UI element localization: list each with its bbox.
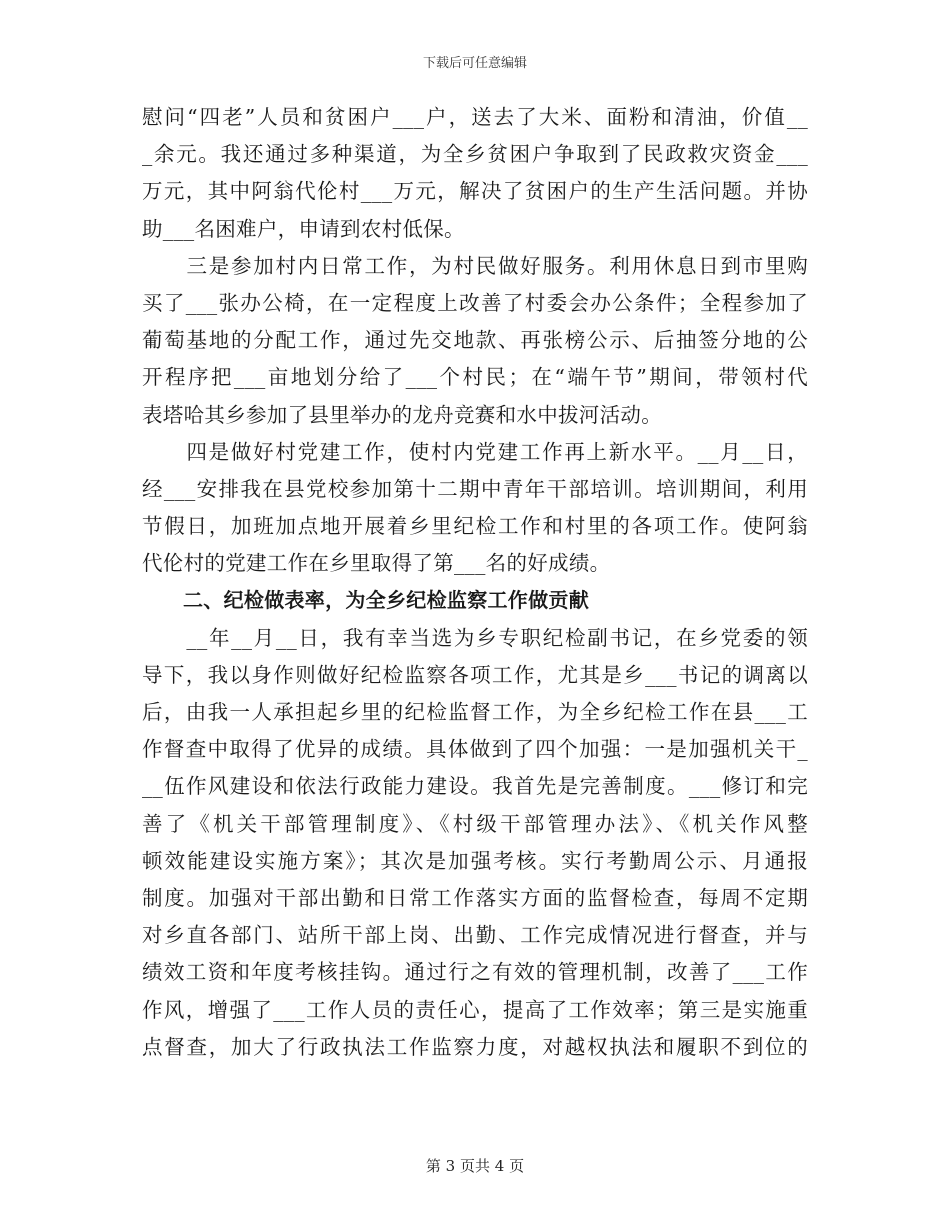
text-line: 三是参加村内日常工作，为村民做好服务。利用休息日到市里购 <box>142 253 808 278</box>
text-line: 顿效能建设实施方案》；其次是加强考核。实行考勤周公示、月通报 <box>142 848 808 873</box>
text-line: 万元，其中阿翁代伦村___万元，解决了贫困户的生产生活问题。并协 <box>142 179 808 204</box>
text-line: 慰问“四老”人员和贫困户___户，送去了大米、面粉和清油，价值__ <box>142 105 808 129</box>
text-line: __伍作风建设和依法行政能力建设。我首先是完善制度。___修订和完 <box>142 774 808 799</box>
text-line: 对乡直各部门、站所干部上岗、出勤、工作完成情况进行督查，并与 <box>142 923 808 948</box>
text-line: 代伦村的党建工作在乡里取得了第___名的好成绩。 <box>142 551 611 576</box>
text-line: 点督查，加大了行政执法工作监察力度，对越权执法和履职不到位的 <box>142 1034 808 1059</box>
text-line: 四是做好村党建工作，使村内党建工作再上新水平。__月__日， <box>142 439 808 464</box>
text-line: __年__月__日，我有幸当选为乡专职纪检副书记，在乡党委的领 <box>142 625 808 650</box>
text-line: 经___安排我在县党校参加第十二期中青年干部培训。培训期间，利用 <box>142 476 808 501</box>
page-footer: 第 3 页共 4 页 <box>425 1157 525 1175</box>
text-line: 葡萄基地的分配工作，通过先交地款、再张榜公示、后抽签分地的公 <box>142 328 808 353</box>
text-line: 导下，我以身作则做好纪检监察各项工作，尤其是乡___书记的调离以 <box>142 662 808 687</box>
document-body <box>142 99 808 1066</box>
text-line: 作风，增强了___工作人员的责任心，提高了工作效率；第三是实施重 <box>142 997 808 1022</box>
text-line: 作督查中取得了优异的成绩。具体做到了四个加强：一是加强机关干_ <box>142 737 808 762</box>
text-line: 制度。加强对干部出勤和日常工作落实方面的监督检查，每周不定期 <box>142 885 808 910</box>
text-line: 善了《机关干部管理制度》、《村级干部管理办法》、《机关作风整 <box>142 811 808 836</box>
text-line: 节假日，加班加点地开展着乡里纪检工作和村里的各项工作。使阿翁 <box>142 514 808 539</box>
text-line: 开程序把___亩地划分给了___个村民；在“端午节”期间，带领村代 <box>142 365 808 390</box>
text-line: 后，由我一人承担起乡里的纪检监督工作，为全乡纪检工作在县___工 <box>142 700 808 724</box>
text-line: 买了___张办公椅，在一定程度上改善了村委会办公条件；全程参加了 <box>142 290 808 315</box>
page-header: 下载后可任意编辑 <box>422 56 527 71</box>
text-line: _余元。我还通过多种渠道，为全乡贫困户争取到了民政救灾资金___ <box>142 142 808 167</box>
text-line: 助___名困难户，申请到农村低保。 <box>142 216 465 241</box>
text-line: 表塔哈其乡参加了县里举办的龙舟竞赛和水中拔河活动。 <box>142 402 662 427</box>
section-heading: 二、纪检做表率，为全乡纪检监察工作做贡献 <box>183 588 589 613</box>
text-line: 绩效工资和年度考核挂钩。通过行之有效的管理机制，改善了___工作 <box>142 960 808 985</box>
